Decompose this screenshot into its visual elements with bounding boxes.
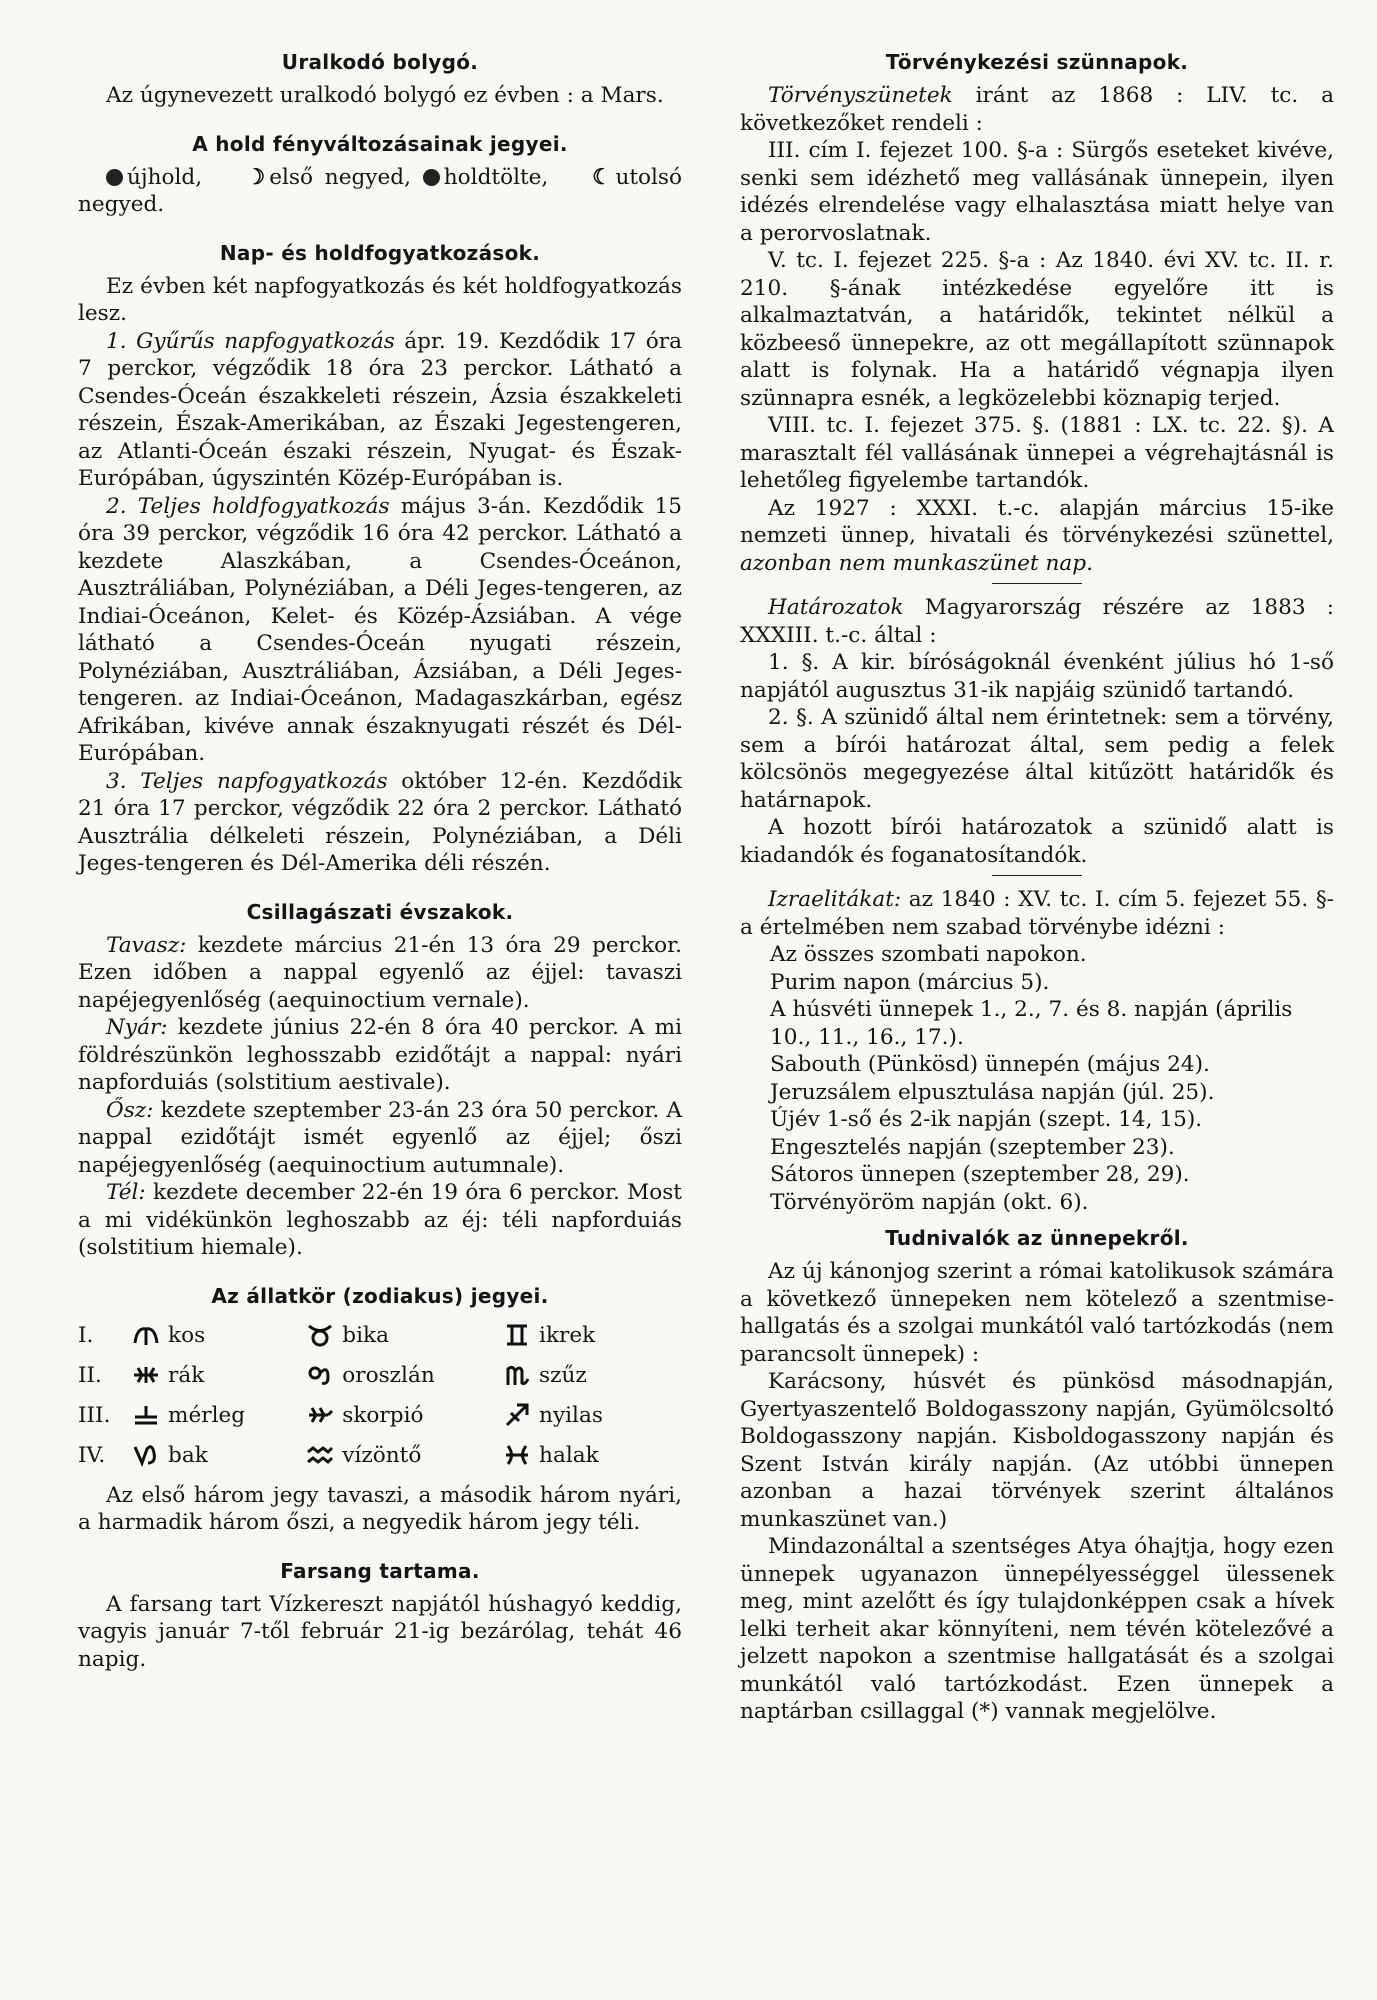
moon-phases-text: újhold, ☽ első negyed, holdtölte, ☾ utolsó negyed. (78, 164, 683, 217)
eclipse-3: 3. Teljes napfogyatkozás október 12-én. Kezdődik 21 óra 17 perckor, végződik 22 óra 2 perckor. Látható Ausztrália délkeleti részein, Polynéziában, a Déli Jeges-tengeren és Dél-Amerika déli részén. (78, 768, 682, 876)
decisions-p3: A hozott bírói határozatok a szünidő alatt is kiadandók és foganatosítandók. (740, 815, 1334, 868)
court-p3: VIII. tc. I. fejezet 375. §. (1881 : LX. tc. 22. §). A marasztalt fél vallásának ünnepei a végrehajtásnál is lehetőleg figyelembe tartandók. (740, 413, 1334, 493)
court-recess-section (740, 50, 1334, 584)
carnival-section (78, 1559, 682, 1674)
ruling-planet-section (78, 50, 682, 110)
eclipses-section (78, 241, 682, 878)
zodiac-table (78, 1316, 658, 1476)
court-recess-title: Törvénykezési szünnapok. (885, 50, 1189, 74)
list-item: Újév 1-ső és 2-ik napján (szept. 14, 15). (770, 1107, 1203, 1132)
right-column (740, 50, 1334, 1748)
moon-phases-section (78, 132, 682, 219)
full-moon-icon (423, 169, 440, 186)
pisces-icon (503, 1443, 531, 1467)
gemini-icon (503, 1323, 531, 1347)
list-item: Jeruzsálem elpusztulása napján (júl. 25). (770, 1079, 1215, 1105)
season-spring: Tavasz: kezdete március 21-én 13 óra 29 perckor. Ezen időben a nappal egyenlő az éjjel: tavaszi napéjegyenlőség (aequinoctium vernale). (78, 932, 682, 1013)
zodiac-row: III. mérleg skorpió nyilas (78, 1403, 603, 1428)
divider (992, 583, 1082, 584)
list-item: Sabouth (Pünkösd) ünnepén (május 24). (770, 1052, 1210, 1077)
zodiac-note: Az első három jegy tavaszi, a második három nyári, a harmadik három őszi, a negyedik három jegy téli. (78, 1482, 682, 1535)
holidays-p1: Az új kánonjog szerint a római katolikusok számára a következő ünnepeken nem kötelező a szentmise-hallgatás és a szolgai munkától való tartózkodás (nem parancsolt ünnepek) : (740, 1259, 1334, 1367)
carnival-title: Farsang tartama. (280, 1558, 480, 1583)
taurus-icon (306, 1323, 334, 1347)
eclipse-2: 2. Teljes holdfogyatkozás május 3-án. Kezdődik 15 óra 39 perckor, végződik 16 óra 42 perckor. Látható a kezdete Alaszkában, a Csendes-Óceánon, Ausztráliában, Polynéziában, a Déli Jeges-tengeren, az Indiai-Óceánon, Kelet- és Közép-Ázsiában. A vége látható a Csendes-Óceán nyugati részein, Polynéziában, Ausztráliában, Ázsiában, a Déli Jeges-tengeren. az Indiai-Óceánon, Madagaszkárban, egész Afrikában, kivéve annak északnyugati részét és Dél-Európában. (78, 493, 682, 766)
aries-icon (132, 1323, 160, 1347)
eclipses-intro: Ez évben két napfogyatkozás és két holdfogyatkozás lesz. (78, 273, 682, 326)
season-winter: Tél: kezdete december 22-én 19 óra 6 perckor. Most a mi vidékünkön leghoszabb az éj: téli napforduiás (solstitium hiemale). (78, 1180, 682, 1260)
israelites-intro: Izraelitákat: az 1840 : XV. tc. I. cím 5. fejezet 55. §-a értelmében nem szabad törvénybe idézni : (740, 887, 1334, 940)
carnival-text: A farsang tart Vízkereszt napjától húshagyó keddig, vagyis január 7-től február 21-ig bezárólag, tehát 46 napig. (78, 1591, 682, 1672)
leo-icon (306, 1363, 334, 1387)
court-p2: V. tc. I. fejezet 225. §-a : Az 1840. évi XV. tc. II. r. 210. §-ának intézkedése egyelőre itt is alkalmaztatván, a határidők, tekintet nélkül a közbeeső ünnepekre, az ott megállapított szünnapok alatt is folynak. Ha a határidő végnapja ilyen szünnapra esnék, a legközelebbi köznapig terjed. (740, 248, 1334, 411)
court-p4: Az 1927 : XXXI. t.-c. alapján március 15-ike nemzeti ünnep, hivatali és törvénykezési szünettel, azonban nem munkaszünet nap. (740, 495, 1334, 576)
last-quarter-icon: ☾ (592, 164, 612, 190)
left-column (78, 50, 682, 1695)
sagittarius-icon (503, 1403, 531, 1427)
court-intro: Törvényszünetek iránt az 1868 : LIV. tc. a következőket rendeli : (740, 83, 1334, 136)
first-quarter-icon: ☽ (245, 164, 266, 190)
court-p1: III. cím I. fejezet 100. §-a : Sürgős eseteket kivéve, senki sem idézhető meg vallásának ünnepein, ilyen idézés elrendelése vagy elhalasztása miatt helye van a perorvoslatnak. (740, 138, 1334, 246)
season-autumn: Ősz: kezdete szeptember 23-án 23 óra 50 perckor. A nappal ezidőtájt ismét egyenlő az éjjel; őszi napéjegyenlőség (aequinoctium autumnale). (78, 1097, 682, 1178)
list-item: Az összes szombati napokon. (770, 942, 1087, 967)
zodiac-row: IV. bak vízöntő halak (78, 1443, 599, 1468)
eclipse-1: 1. Gyűrűs napfogyatkozás ápr. 19. Kezdődik 17 óra 7 perckor, végződik 18 óra 23 perckor. Látható a Csendes-Óceán északkeleti részein, Ázsia északkeleti részein, Észak-Amerikában, az Északi Jegestengeren, az Atlanti-Óceán északi részein, Nyugat- és Észak-Európában, úgyszintén Közép-Európában is. (78, 328, 682, 491)
ruling-planet-title: Uralkodó bolygó. (281, 50, 479, 74)
list-item: Engesztelés napján (szeptember 23). (770, 1134, 1175, 1160)
holidays-title: Tudnivalók az ünnepekről. (885, 1226, 1189, 1250)
seasons-title: Csillagászati évszakok. (246, 899, 514, 924)
list-item: Purim napon (március 5). (770, 969, 1050, 995)
ruling-planet-text: Az úgynevezett uralkodó bolygó ez évben : a Mars. (106, 83, 664, 108)
decisions-p2: 2. §. A szünidő által nem érintetnek: sem a törvény, sem a bírói határozat által, sem pedig a felek kölcsönös megegyezése által kitűzött határidők és határnapok. (740, 705, 1334, 813)
libra-icon (132, 1403, 160, 1427)
holidays-section (740, 1226, 1334, 1726)
list-item: A húsvéti ünnepek 1., 2., 7. és 8. napján (április 10., 11., 16., 17.). (770, 997, 1293, 1050)
capricorn-icon (132, 1443, 160, 1467)
new-moon-icon (106, 169, 123, 186)
holidays-p3: Mindazonáltal a szentséges Atya óhajtja, hogy ezen ünnepek ugyanazon ünnepélyességgel ülessenek meg, mint azelőtt és így tulajdonképpen csak a hívek lelki terheit akar könnyíteni, nem tévén kötelezővé a jelzett napokon a szentmise hallgatását és a szolgai munkától való tartózkodást. Ezen ünnepek a naptárban csillaggal (*) vannak megjelölve. (740, 1534, 1334, 1724)
list-item: Sátoros ünnepen (szeptember 28, 29). (770, 1162, 1190, 1187)
scorpio-icon (306, 1403, 334, 1427)
holidays-p2: Karácsony, húsvét és pünkösd másodnapján, Gyertyaszentelő Boldogasszony napján, Gyümölcsoltó Boldogasszony napján. Kisboldogasszony napján és Szent István király napján. (Az utóbbi ünnepen azonban a hazai törvények szerint általános munkaszünet van.) (740, 1369, 1334, 1532)
zodiac-title: Az állatkör (zodiakus) jegyei. (211, 1283, 549, 1308)
divider (992, 875, 1082, 876)
aquarius-icon (306, 1443, 334, 1467)
zodiac-section (78, 1284, 682, 1537)
virgo-icon (503, 1363, 531, 1387)
list-item: Törvényöröm napján (okt. 6). (770, 1189, 1089, 1215)
zodiac-row: I. kos bika ikrek (78, 1323, 596, 1348)
eclipses-title: Nap- és holdfogyatkozások. (219, 240, 541, 265)
zodiac-row: II. rák oroszlán szűz (78, 1363, 587, 1388)
decisions-intro: Határozatok Magyarország részére az 1883 : XXXIII. t.-c. által : (740, 595, 1334, 648)
seasons-section (78, 900, 682, 1262)
season-summer: Nyár: kezdete június 22-én 8 óra 40 perckor. A mi földrészünkön leghosszabb ezidőtájt a nappal: nyári napforduiás (solstitium aestivale). (78, 1015, 682, 1095)
decisions-section (740, 594, 1334, 876)
decisions-p1: 1. §. A kir. bíróságoknál évenként július hó 1-ső napjától augusztus 31-ik napjáig szünidő tartandó. (740, 650, 1334, 703)
cancer-icon (132, 1363, 160, 1387)
israelites-section (740, 886, 1334, 1216)
moon-phases-title: A hold fényváltozásainak jegyei. (192, 131, 568, 156)
